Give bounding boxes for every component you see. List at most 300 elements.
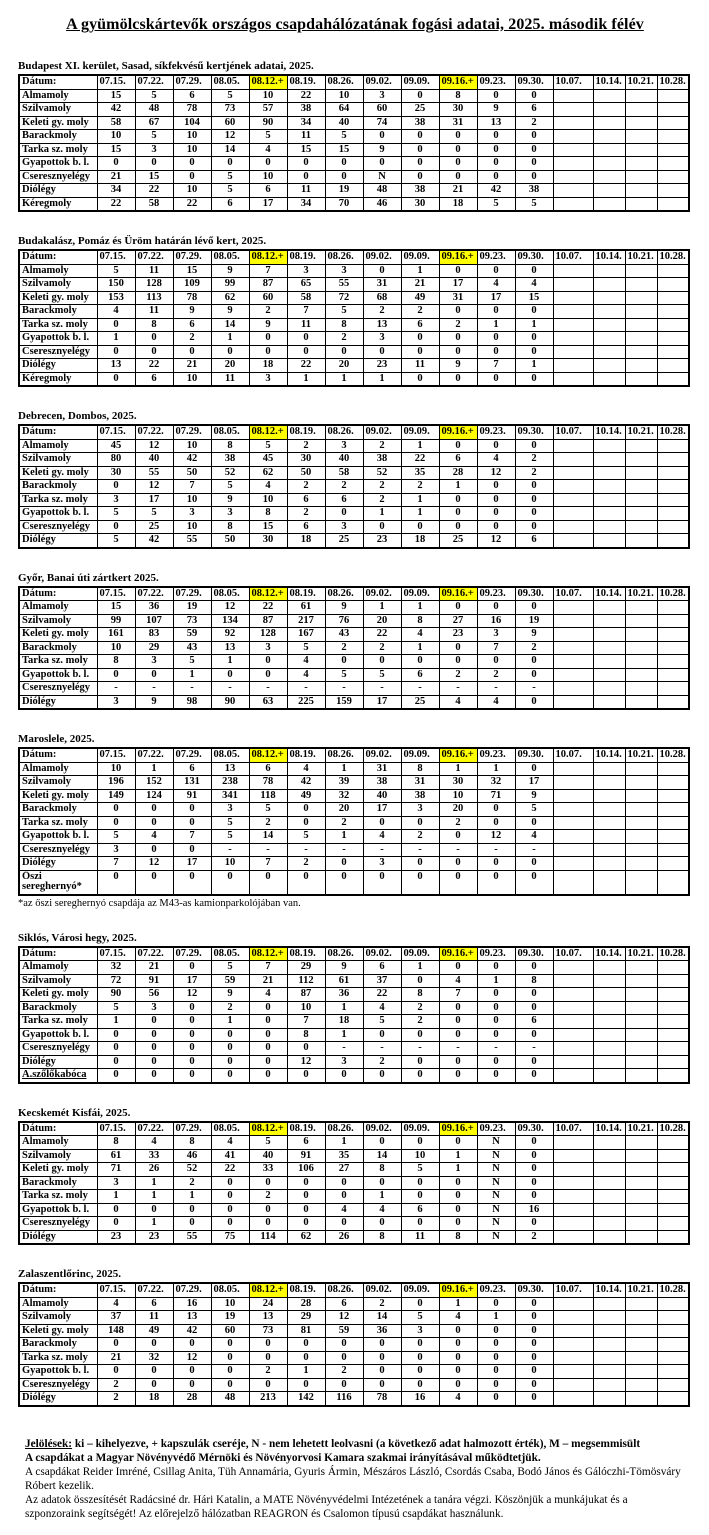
table-cell: 15: [173, 264, 211, 278]
table-cell: 0: [439, 655, 477, 669]
table-cell: 5: [97, 264, 135, 278]
table-cell: 0: [515, 1149, 553, 1163]
table-cell: -: [135, 682, 173, 696]
row-label: Kéregmoly: [19, 372, 97, 386]
table-row: [19, 157, 689, 171]
table-cell: [657, 1163, 689, 1177]
table-cell: 49: [135, 1324, 173, 1338]
table-cell: 2: [401, 1015, 439, 1029]
table-cell: 15: [325, 143, 363, 157]
column-header: 09.09.: [401, 947, 439, 961]
table-cell: 6: [439, 453, 477, 467]
table-cell: 4: [325, 1203, 363, 1217]
table-cell: 4: [287, 668, 325, 682]
table-cell: 62: [287, 1230, 325, 1244]
table-cell: 5: [211, 830, 249, 844]
table-cell: 46: [363, 197, 401, 211]
table-cell: 56: [135, 988, 173, 1002]
table-cell: 0: [515, 1365, 553, 1379]
table-cell: 0: [325, 655, 363, 669]
table-cell: 0: [477, 170, 515, 184]
table-cell: 1: [401, 601, 439, 615]
table-cell: [625, 1055, 657, 1069]
table-cell: 118: [249, 789, 287, 803]
table-cell: [553, 278, 593, 292]
table-row: [19, 1311, 689, 1325]
table-cell: 78: [173, 103, 211, 117]
table-cell: [593, 668, 625, 682]
table-cell: 40: [325, 116, 363, 130]
column-header: 09.02.: [363, 748, 401, 762]
row-label: Gyapottok b. l.: [19, 1365, 97, 1379]
row-label: Barackmoly: [19, 130, 97, 144]
table-cell: 4: [401, 628, 439, 642]
table-cell: 1: [325, 1136, 363, 1150]
column-header: 08.12.+: [249, 947, 287, 961]
table-cell: [657, 695, 689, 709]
table-row: [19, 507, 689, 521]
table-cell: 2: [515, 453, 553, 467]
table-cell: 10: [439, 789, 477, 803]
table-cell: [553, 1351, 593, 1365]
table-cell: 92: [211, 628, 249, 642]
table-cell: 73: [249, 1324, 287, 1338]
table-cell: 59: [325, 1324, 363, 1338]
table-cell: 3: [211, 507, 249, 521]
row-label: Diólégy: [19, 534, 97, 548]
table-cell: 0: [363, 130, 401, 144]
table-cell: -: [439, 843, 477, 857]
table-cell: 52: [363, 466, 401, 480]
table-cell: 3: [173, 507, 211, 521]
table-cell: 0: [249, 1351, 287, 1365]
table-cell: 8: [515, 974, 553, 988]
table-cell: [593, 520, 625, 534]
table-cell: [657, 89, 689, 103]
table-section: [18, 1268, 692, 1407]
table-cell: [553, 641, 593, 655]
table-cell: 0: [477, 1001, 515, 1015]
table-cell: 38: [401, 116, 439, 130]
table-cell: [593, 1001, 625, 1015]
table-cell: [625, 439, 657, 453]
table-cell: 0: [515, 816, 553, 830]
table-cell: 6: [287, 1136, 325, 1150]
table-cell: 6: [515, 103, 553, 117]
table-cell: [593, 439, 625, 453]
table-cell: 0: [325, 170, 363, 184]
table-cell: 4: [439, 1392, 477, 1406]
table-cell: [625, 466, 657, 480]
table-cell: 0: [97, 520, 135, 534]
table-row: [19, 1149, 689, 1163]
table-cell: 6: [249, 762, 287, 776]
table-cell: 0: [97, 345, 135, 359]
table-cell: 0: [439, 439, 477, 453]
table-cell: [657, 1217, 689, 1231]
table-cell: [657, 466, 689, 480]
table-cell: 40: [325, 453, 363, 467]
column-header: 10.14.: [593, 947, 625, 961]
column-header: 09.30.: [515, 250, 553, 264]
table-cell: 58: [287, 291, 325, 305]
table-cell: 0: [515, 961, 553, 975]
row-label: Gyapottok b. l.: [19, 157, 97, 171]
table-cell: 33: [249, 1163, 287, 1177]
row-label: Keleti gy. moly: [19, 789, 97, 803]
table-cell: 0: [135, 345, 173, 359]
table-cell: 9: [211, 988, 249, 1002]
table-cell: 11: [135, 1311, 173, 1325]
table-cell: 22: [363, 628, 401, 642]
table-cell: 0: [477, 601, 515, 615]
row-label: Cseresznyelégy: [19, 345, 97, 359]
table-cell: 8: [173, 1136, 211, 1150]
table-cell: 42: [477, 184, 515, 198]
table-cell: N: [363, 170, 401, 184]
table-cell: [625, 1028, 657, 1042]
table-cell: [593, 1149, 625, 1163]
table-cell: [553, 1297, 593, 1311]
table-cell: 5: [363, 668, 401, 682]
table-cell: 87: [249, 614, 287, 628]
table-cell: [625, 988, 657, 1002]
table-cell: [553, 1365, 593, 1379]
table-cell: 1: [401, 507, 439, 521]
table-cell: 1: [401, 439, 439, 453]
table-cell: 0: [515, 1136, 553, 1150]
table-cell: 0: [211, 345, 249, 359]
table-cell: 0: [97, 318, 135, 332]
table-cell: [593, 1015, 625, 1029]
table-cell: 0: [439, 641, 477, 655]
table-row: [19, 453, 689, 467]
column-header: 08.19.: [287, 748, 325, 762]
table-cell: 0: [477, 961, 515, 975]
table-row: [19, 601, 689, 615]
table-cell: 87: [287, 988, 325, 1002]
table-cell: 0: [515, 493, 553, 507]
table-cell: 17: [515, 776, 553, 790]
column-header: 09.02.: [363, 1283, 401, 1297]
table-cell: 1: [401, 961, 439, 975]
table-row: [19, 143, 689, 157]
row-label: Cseresznyelégy: [19, 520, 97, 534]
table-cell: 0: [477, 857, 515, 871]
table-cell: [553, 439, 593, 453]
table-cell: 11: [135, 264, 173, 278]
table-cell: [625, 961, 657, 975]
column-header: 08.19.: [287, 425, 325, 439]
table-cell: 0: [249, 332, 287, 346]
table-cell: 91: [287, 1149, 325, 1163]
table-cell: [657, 1203, 689, 1217]
table-cell: 0: [135, 332, 173, 346]
table-cell: 8: [439, 89, 477, 103]
table-cell: 0: [211, 1217, 249, 1231]
table-cell: 1: [325, 1001, 363, 1015]
table-cell: 3: [325, 264, 363, 278]
table-row: [19, 466, 689, 480]
table-cell: 23: [363, 359, 401, 373]
table-cell: 0: [515, 332, 553, 346]
table-row: [19, 130, 689, 144]
row-label: Almamoly: [19, 601, 97, 615]
table-cell: 238: [211, 776, 249, 790]
table-cell: 0: [363, 1378, 401, 1392]
row-label: Diólégy: [19, 695, 97, 709]
table-cell: 1: [439, 1149, 477, 1163]
table-cell: [657, 789, 689, 803]
table-cell: 91: [173, 789, 211, 803]
column-header: 07.22.: [135, 1122, 173, 1136]
table-cell: 19: [173, 601, 211, 615]
table-cell: 2: [401, 1001, 439, 1015]
table-cell: 9: [515, 789, 553, 803]
table-cell: 13: [211, 762, 249, 776]
table-cell: 3: [97, 843, 135, 857]
table-cell: 9: [249, 318, 287, 332]
table-cell: [657, 682, 689, 696]
table-cell: 1: [401, 493, 439, 507]
column-header: 09.30.: [515, 425, 553, 439]
table-cell: N: [477, 1190, 515, 1204]
table-cell: 2: [287, 857, 325, 871]
table-cell: 0: [477, 1392, 515, 1406]
table-cell: [593, 655, 625, 669]
table-row: [19, 988, 689, 1002]
table-cell: 6: [515, 1015, 553, 1029]
table-cell: 1: [135, 762, 173, 776]
table-cell: [625, 695, 657, 709]
table-cell: [625, 170, 657, 184]
table-cell: 0: [173, 1055, 211, 1069]
table-cell: [657, 1365, 689, 1379]
table-cell: 2: [325, 816, 363, 830]
table-cell: [657, 1190, 689, 1204]
row-label: Almamoly: [19, 264, 97, 278]
table-cell: 22: [135, 359, 173, 373]
table-cell: [625, 184, 657, 198]
table-cell: 10: [211, 857, 249, 871]
table-row: [19, 974, 689, 988]
table-cell: 0: [287, 170, 325, 184]
table-cell: 0: [477, 143, 515, 157]
table-cell: 0: [477, 988, 515, 1002]
table-cell: 25: [439, 534, 477, 548]
table-cell: 3: [363, 332, 401, 346]
table-cell: 15: [97, 601, 135, 615]
table-cell: [625, 305, 657, 319]
column-header: 07.29.: [173, 1283, 211, 1297]
table-cell: 0: [439, 520, 477, 534]
table-cell: [657, 184, 689, 198]
table-cell: 34: [287, 197, 325, 211]
column-header: 10.21.: [625, 1122, 657, 1136]
column-header: 09.02.: [363, 1122, 401, 1136]
table-cell: 6: [515, 534, 553, 548]
table-cell: 7: [287, 1015, 325, 1029]
table-cell: [593, 453, 625, 467]
table-cell: 0: [363, 1176, 401, 1190]
table-cell: [625, 668, 657, 682]
table-cell: 113: [135, 291, 173, 305]
table-cell: 0: [211, 1055, 249, 1069]
table-cell: 0: [401, 1176, 439, 1190]
table-cell: [593, 103, 625, 117]
column-header: 07.15.: [97, 425, 135, 439]
table-cell: 5: [287, 641, 325, 655]
table-cell: 8: [287, 1028, 325, 1042]
table-cell: [553, 103, 593, 117]
row-label: Barackmoly: [19, 803, 97, 817]
table-cell: [593, 803, 625, 817]
table-cell: 0: [173, 170, 211, 184]
table-cell: 98: [173, 695, 211, 709]
table-cell: 81: [287, 1324, 325, 1338]
table-cell: -: [363, 843, 401, 857]
table-cell: 7: [249, 857, 287, 871]
table-cell: 0: [401, 1217, 439, 1231]
column-header: 08.19.: [287, 587, 325, 601]
table-cell: 2: [401, 480, 439, 494]
table-row: [19, 1217, 689, 1231]
table-cell: 40: [135, 453, 173, 467]
table-cell: 2: [363, 439, 401, 453]
table-cell: 5: [173, 655, 211, 669]
table-cell: 78: [249, 776, 287, 790]
table-cell: [593, 1365, 625, 1379]
table-row: [19, 332, 689, 346]
table-cell: 5: [325, 305, 363, 319]
table-cell: 21: [173, 359, 211, 373]
table-cell: 42: [287, 776, 325, 790]
table-cell: 0: [287, 870, 325, 895]
table-cell: 61: [325, 974, 363, 988]
column-header: 09.09.: [401, 250, 439, 264]
table-cell: 0: [401, 332, 439, 346]
table-cell: 17: [439, 278, 477, 292]
table-row: [19, 1190, 689, 1204]
table-cell: 0: [363, 1028, 401, 1042]
table-cell: 61: [97, 1149, 135, 1163]
table-cell: 3: [211, 803, 249, 817]
row-label: Keleti gy. moly: [19, 466, 97, 480]
table-cell: 0: [477, 130, 515, 144]
table-cell: 10: [97, 641, 135, 655]
table-cell: [625, 843, 657, 857]
table-cell: N: [477, 1230, 515, 1244]
table-cell: 0: [135, 1028, 173, 1042]
table-cell: [657, 157, 689, 171]
table-cell: -: [363, 682, 401, 696]
table-cell: 12: [135, 857, 173, 871]
table-cell: 40: [363, 789, 401, 803]
table-cell: [553, 1190, 593, 1204]
table-cell: 0: [401, 1297, 439, 1311]
table-cell: 30: [439, 103, 477, 117]
table-cell: 0: [325, 1351, 363, 1365]
table-cell: 36: [363, 1324, 401, 1338]
table-cell: [625, 789, 657, 803]
table-cell: 0: [173, 961, 211, 975]
table-cell: 2: [363, 641, 401, 655]
table-cell: 0: [173, 1015, 211, 1029]
table-cell: 0: [135, 1015, 173, 1029]
table-cell: [625, 89, 657, 103]
table-cell: 23: [363, 534, 401, 548]
data-table: [18, 586, 690, 711]
table-cell: 1: [363, 601, 401, 615]
table-cell: 4: [515, 830, 553, 844]
table-row: [19, 197, 689, 211]
table-cell: 32: [97, 961, 135, 975]
table-cell: 0: [515, 1392, 553, 1406]
table-cell: [593, 318, 625, 332]
table-cell: 2: [97, 1392, 135, 1406]
table-cell: [593, 1351, 625, 1365]
column-header: 09.16.+: [439, 75, 477, 89]
table-cell: 11: [135, 305, 173, 319]
table-cell: 3: [401, 1324, 439, 1338]
table-cell: 0: [135, 668, 173, 682]
table-cell: 14: [363, 1149, 401, 1163]
column-header: 08.12.+: [249, 1283, 287, 1297]
column-header: 09.16.+: [439, 1122, 477, 1136]
table-row: [19, 1028, 689, 1042]
table-cell: 0: [477, 803, 515, 817]
table-cell: 1: [211, 1015, 249, 1029]
table-cell: 134: [211, 614, 249, 628]
table-caption: Kecskemét Kisfái, 2025.: [18, 1106, 131, 1119]
table-cell: 0: [515, 507, 553, 521]
column-header: 08.05.: [211, 250, 249, 264]
table-cell: 22: [211, 1163, 249, 1177]
table-cell: 0: [477, 1351, 515, 1365]
table-cell: 9: [211, 264, 249, 278]
table-cell: [657, 614, 689, 628]
row-label: Almamoly: [19, 439, 97, 453]
table-cell: 0: [439, 1069, 477, 1083]
table-cell: 2: [249, 305, 287, 319]
table-section: [18, 1107, 692, 1246]
table-cell: 0: [325, 1190, 363, 1204]
table-cell: 5: [249, 130, 287, 144]
table-cell: 2: [515, 466, 553, 480]
table-cell: 0: [515, 695, 553, 709]
table-cell: 11: [211, 372, 249, 386]
table-caption: Budakalász, Pomáz és Üröm határán lévő kert, 2025.: [18, 235, 267, 247]
table-cell: [553, 1136, 593, 1150]
table-caption: Debrecen, Dombos, 2025.: [18, 410, 137, 422]
table-cell: [553, 1324, 593, 1338]
table-cell: 159: [325, 695, 363, 709]
table-cell: 21: [135, 961, 173, 975]
table-row: [19, 668, 689, 682]
table-cell: 21: [97, 1351, 135, 1365]
table-cell: 25: [401, 695, 439, 709]
table-cell: [625, 682, 657, 696]
table-row: [19, 318, 689, 332]
table-cell: 27: [439, 614, 477, 628]
table-cell: [625, 1311, 657, 1325]
table-cell: 55: [325, 278, 363, 292]
table-cell: 2: [325, 332, 363, 346]
table-cell: 4: [135, 1136, 173, 1150]
table-cell: 0: [173, 1001, 211, 1015]
table-cell: 32: [135, 1351, 173, 1365]
table-cell: 0: [135, 1338, 173, 1352]
